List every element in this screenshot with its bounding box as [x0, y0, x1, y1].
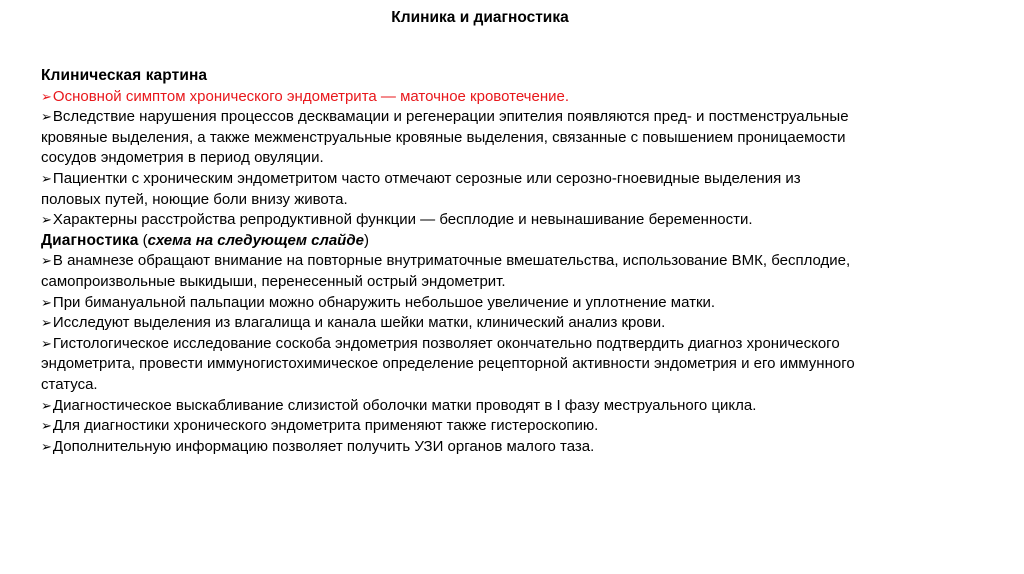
bullet-item — [41, 87, 1001, 108]
bullet-text: Вследствие нарушения процессов десквамации и регенерации эпителия появляются пред- и постменструальные — [52, 108, 849, 126]
bullet-line — [41, 190, 1001, 211]
bullet-text: Для диагностики хронического эндометрита применяют также гистероскопию. — [52, 417, 599, 435]
bullet-item — [41, 416, 1001, 437]
bullet-line — [41, 375, 1001, 396]
bullet-arrow-icon: ➢ — [41, 170, 52, 186]
clinical-heading: Клиническая картина — [41, 67, 208, 84]
bullet-line — [41, 313, 1001, 334]
bullet-arrow-icon: ➢ — [41, 335, 52, 351]
diagnostics-note: схема на следующем слайде — [147, 231, 364, 249]
bullet-text: кровяные выделения, а также межменструальные кровяные выделения, связанные с повышением проницаемости — [41, 128, 846, 146]
diagnostics-heading-row — [41, 231, 1001, 252]
bullet-line — [41, 354, 1001, 375]
bullet-line — [41, 148, 1001, 169]
bullet-line — [41, 334, 1001, 355]
bullet-text: Пациентки с хроническим эндометритом часто отмечают серозные или серозно-гноевидные выделения из — [52, 169, 801, 187]
bullet-arrow-icon: ➢ — [41, 315, 52, 331]
slide-content — [41, 66, 1001, 457]
bullet-text: сосудов эндометрия в период овуляции. — [41, 149, 324, 167]
bullet-arrow-icon: ➢ — [41, 438, 52, 454]
slide-title: Клиника и диагностика — [391, 9, 569, 26]
bullet-line — [41, 416, 1001, 437]
bullet-line — [41, 107, 1001, 128]
bullet-item — [41, 169, 1001, 210]
bullet-text: В анамнезе обращают внимание на повторные внутриматочные вмешательства, использование ВМК, бесплодие, — [52, 252, 851, 270]
bullet-arrow-icon: ➢ — [41, 212, 52, 228]
bullet-text: самопроизвольные выкидыши, перенесенный острый эндометрит. — [41, 272, 506, 290]
bullet-text: Исследуют выделения из влагалища и канала шейки матки, клинический анализ крови. — [52, 314, 666, 332]
bullet-arrow-icon: ➢ — [41, 397, 52, 413]
bullet-item — [41, 334, 1001, 396]
paren-open: ( — [138, 231, 148, 249]
bullet-text: При бимануальной пальпации можно обнаружить небольшое увеличение и уплотнение матки. — [52, 293, 716, 311]
diagnostics-heading: Диагностика — [41, 231, 139, 249]
bullet-arrow-icon: ➢ — [41, 109, 52, 125]
clinical-list — [41, 87, 1001, 231]
bullet-item — [41, 251, 1001, 292]
bullet-item — [41, 396, 1001, 417]
bullet-item — [41, 437, 1001, 458]
bullet-arrow-icon: ➢ — [41, 294, 52, 310]
bullet-item — [41, 313, 1001, 334]
bullet-line — [41, 437, 1001, 458]
bullet-text: Основной симптом хронического эндометрита — маточное кровотечение. — [52, 87, 569, 105]
bullet-text: Гистологическое исследование соскоба эндометрия позволяет окончательно подтвердить диагноз хронического — [52, 334, 840, 352]
bullet-line — [41, 293, 1001, 314]
bullet-line — [41, 87, 1001, 108]
bullet-line — [41, 169, 1001, 190]
bullet-text: Диагностическое выскабливание слизистой оболочки матки проводят в I фазу меструального цикла. — [52, 396, 757, 414]
bullet-line — [41, 128, 1001, 149]
bullet-arrow-icon: ➢ — [41, 418, 52, 434]
bullet-text: Дополнительную информацию позволяет получить УЗИ органов малого таза. — [52, 437, 595, 455]
bullet-text: эндометрита, провести иммуногистохимическое определение рецепторной активности эндометрия и его иммунного — [41, 355, 855, 373]
bullet-arrow-icon: ➢ — [41, 253, 52, 269]
bullet-line — [41, 272, 1001, 293]
bullet-line — [41, 210, 1001, 231]
bullet-line — [41, 251, 1001, 272]
bullet-arrow-icon: ➢ — [41, 88, 52, 104]
paren-close: ) — [363, 231, 369, 249]
bullet-line — [41, 396, 1001, 417]
bullet-text: Характерны расстройства репродуктивной функции — бесплодие и невынашивание беременности. — [52, 211, 753, 229]
bullet-item — [41, 210, 1001, 231]
diagnostics-list — [41, 251, 1001, 457]
bullet-item — [41, 293, 1001, 314]
bullet-text: половых путей, ноющие боли внизу живота. — [41, 190, 348, 208]
bullet-text: статуса. — [41, 375, 98, 393]
bullet-item — [41, 107, 1001, 169]
